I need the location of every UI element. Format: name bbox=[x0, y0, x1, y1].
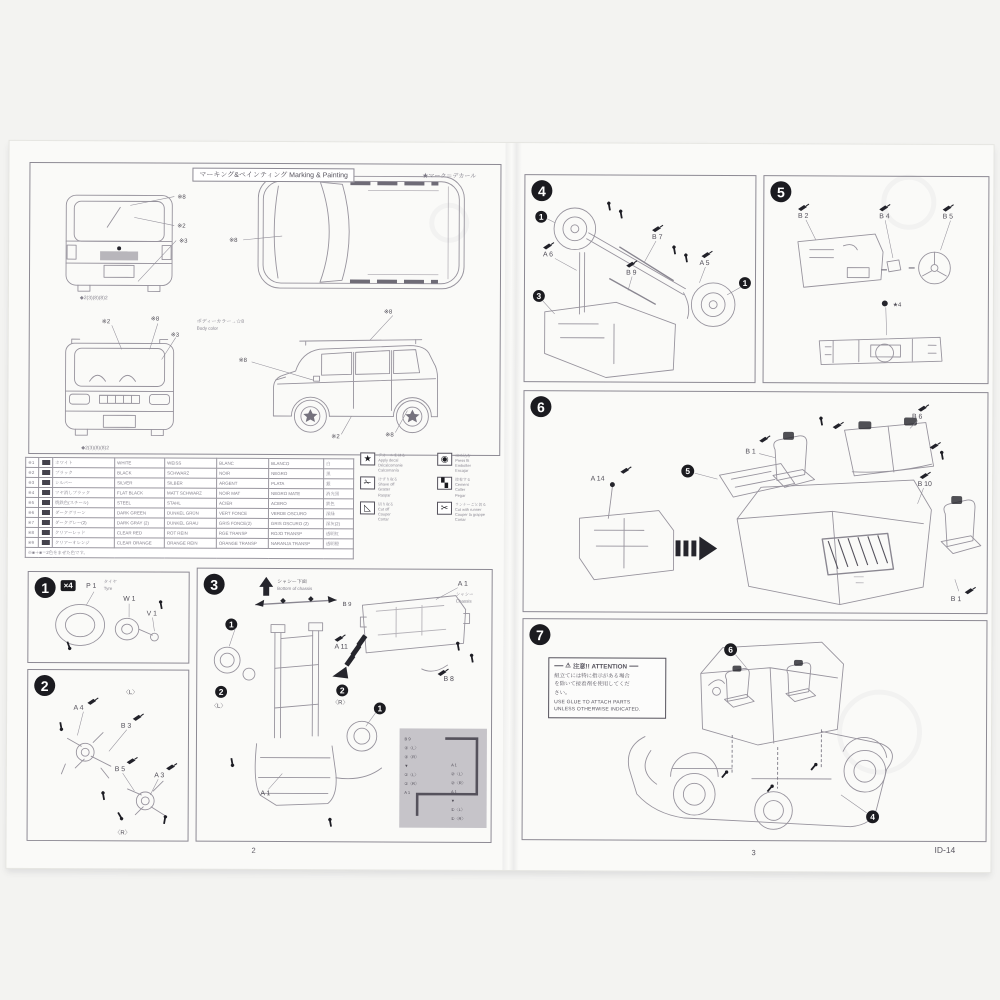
part-label: B 9 bbox=[626, 269, 637, 277]
cement-icon bbox=[833, 422, 844, 429]
cement-icon bbox=[798, 204, 809, 211]
part-label: B 9 bbox=[342, 602, 352, 609]
paint-callout: ※8 bbox=[229, 237, 238, 244]
cement-icon bbox=[543, 243, 554, 250]
table-footnote: ※■＋■＝2色をまぜた色です。 bbox=[25, 547, 353, 558]
assembly-arrow-icon bbox=[675, 536, 717, 560]
ref-4 bbox=[866, 810, 879, 823]
left-page-number: 2 bbox=[251, 845, 256, 855]
part-label: A 3 bbox=[154, 772, 165, 780]
table-row: ※7 ダークグレー(2) DARK GRAY (2) DUNKEL GRAU GRIS FONCE(2) GRIS OSCURO (2) 深灰(2) bbox=[25, 517, 353, 528]
step-4-number: 4 bbox=[531, 180, 552, 201]
screw-icon bbox=[722, 770, 728, 777]
part-label-jp: タイヤ bbox=[103, 579, 117, 585]
direction-note-en: Bottom of chassis bbox=[277, 585, 313, 592]
attention-en-line: USE GLUE TO ATTACH PARTS bbox=[554, 699, 631, 706]
screw-icon bbox=[116, 812, 125, 820]
symbol-legend bbox=[360, 452, 506, 522]
runner-icon: ✂ bbox=[437, 501, 452, 514]
attention-title: 注意!! ATTENTION bbox=[572, 663, 628, 671]
table-row: ※1 ホワイト WHITE WEISS BLANC BLANCO 白 bbox=[26, 457, 354, 468]
color-swatch bbox=[42, 500, 50, 505]
paint-callout: ※2 bbox=[331, 434, 340, 441]
table-row: ※2 ブラック BLACK SCHWARZ NOIR NEGRO 黒 bbox=[26, 467, 354, 478]
decal-mark-label: ★4 bbox=[892, 302, 902, 309]
step-6-panel bbox=[523, 390, 989, 614]
step-2-drawing bbox=[28, 670, 189, 841]
step-7-number: 7 bbox=[529, 624, 550, 645]
paint-callout: ※3 bbox=[179, 238, 188, 245]
paint-callout: ※8 bbox=[238, 357, 248, 364]
color-swatch bbox=[41, 520, 49, 525]
screw-icon bbox=[605, 201, 615, 210]
svg-text:B 9: B 9 bbox=[404, 736, 411, 742]
step-2-number: 2 bbox=[34, 675, 55, 696]
svg-text:▼: ▼ bbox=[450, 798, 455, 804]
decal-icon: ★ bbox=[360, 452, 375, 465]
part-label: B 4 bbox=[879, 213, 890, 221]
part-label-en: Tyre bbox=[103, 585, 113, 591]
color-swatch bbox=[42, 490, 50, 495]
cement-icon bbox=[943, 205, 954, 212]
color-swatch bbox=[42, 460, 50, 465]
cement-icon bbox=[334, 635, 345, 642]
marking-title-en: Marking & Painting bbox=[289, 172, 348, 180]
marking-painting-header bbox=[192, 168, 355, 183]
svg-text:②〈R〉: ②〈R〉 bbox=[450, 780, 466, 786]
part-label: B 1 bbox=[950, 596, 962, 604]
table-row: ※4 ツヤ消しブラック FLAT BLACK MATT SCHWARZ NOIR MAT NEGRO MATE 消光黒 bbox=[26, 487, 354, 498]
paint-color-table bbox=[25, 457, 354, 559]
svg-text:②〈L〉: ②〈L〉 bbox=[451, 771, 466, 777]
svg-text:1: 1 bbox=[538, 211, 544, 222]
warning-icon: ⚠ bbox=[565, 662, 571, 670]
screw-icon bbox=[811, 763, 817, 770]
cement-icon bbox=[879, 204, 890, 211]
part-label: A 6 bbox=[543, 251, 554, 259]
attention-jp-line: を除いて接着剤を使用してくだ bbox=[554, 681, 630, 688]
part-label-en: Chassis bbox=[455, 598, 472, 604]
step-7-panel bbox=[522, 618, 988, 842]
cement-icon bbox=[701, 251, 712, 258]
part-label: P 1 bbox=[86, 582, 97, 590]
quantity-badge: ×4 bbox=[61, 580, 76, 591]
marking-title-jp: マーキング&ペインティング bbox=[199, 171, 288, 180]
step-7-drawing bbox=[523, 619, 987, 841]
legend-item: ✁ けずり取る Shave off Gratter Raspar bbox=[360, 477, 429, 498]
color-swatch bbox=[41, 510, 49, 515]
step-6-number: 6 bbox=[530, 396, 551, 417]
part-label: A 11 bbox=[334, 643, 348, 651]
step-1-number: 1 bbox=[35, 577, 56, 598]
paint-callout: ※3 bbox=[170, 332, 180, 339]
attention-jp-line: さい。 bbox=[554, 689, 571, 697]
part-label: A 14 bbox=[590, 475, 605, 483]
svg-text:3: 3 bbox=[536, 290, 542, 301]
front-color-caption: ◆2(3)(8)(8)2 bbox=[81, 445, 110, 452]
svg-text:A 1: A 1 bbox=[404, 789, 411, 795]
step-3-drawing bbox=[197, 569, 492, 842]
part-label: B 2 bbox=[798, 212, 809, 220]
step-5-drawing bbox=[764, 176, 989, 383]
right-hand-label: 〈R〉 bbox=[114, 830, 131, 837]
part-label: B 5 bbox=[114, 766, 126, 774]
part-label: A 1 bbox=[457, 580, 468, 588]
part-label: W 1 bbox=[123, 595, 136, 603]
ref-1 bbox=[535, 211, 547, 223]
svg-text:2: 2 bbox=[339, 685, 345, 696]
paint-callout: ※2 bbox=[177, 223, 186, 230]
sheet-id: ID-14 bbox=[934, 844, 956, 855]
table-footnote-row bbox=[25, 547, 353, 558]
part-label-jp: シャシー bbox=[455, 591, 474, 597]
screw-icon bbox=[670, 245, 680, 254]
cement-icon bbox=[965, 587, 976, 594]
direction-note-jp: シャシー下面 bbox=[277, 579, 307, 586]
legend-item: ✂ ランナーごと切る Cut with runner Couper la grappe Cortar bbox=[437, 501, 506, 522]
svg-text:4: 4 bbox=[870, 811, 875, 822]
part-label: B 8 bbox=[443, 675, 454, 683]
part-label: A 4 bbox=[73, 704, 84, 712]
marking-painting-panel bbox=[28, 162, 501, 456]
svg-text:①〈R〉: ①〈R〉 bbox=[450, 815, 466, 822]
part-label: B 6 bbox=[911, 413, 923, 421]
svg-text:②〈R〉: ②〈R〉 bbox=[404, 754, 420, 760]
table-row: ※9 クリアーオレンジ CLEAR ORANGE ORANGE REIN ORANGE TRANSP NARANJA TRANSP 透明橙 bbox=[25, 537, 353, 548]
svg-text:①〈L〉: ①〈L〉 bbox=[404, 772, 419, 778]
ref-6 bbox=[724, 643, 737, 656]
screw-icon bbox=[467, 653, 477, 662]
attention-jp-line: 組立てには特に指示がある場合 bbox=[554, 673, 630, 680]
screw-icon bbox=[99, 791, 109, 800]
cement-icon bbox=[652, 225, 663, 232]
svg-text:②〈L〉: ②〈L〉 bbox=[404, 745, 419, 751]
part-label: B 1 bbox=[745, 448, 756, 456]
legend-item: ★ デカールをはる Apply decal Décalcomanie Calcomanía bbox=[360, 452, 429, 473]
floor-mat-hatch bbox=[822, 533, 894, 575]
screw-icon bbox=[817, 416, 827, 425]
step-2-panel bbox=[27, 669, 190, 842]
svg-text:①〈L〉: ①〈L〉 bbox=[450, 807, 465, 813]
screw-icon bbox=[616, 209, 626, 218]
paint-callout: ※8 bbox=[383, 309, 393, 316]
part-label: B 5 bbox=[942, 213, 954, 221]
step-1-panel bbox=[27, 571, 189, 664]
step-5-panel bbox=[763, 175, 990, 384]
left-hand-label: 〈L〉 bbox=[122, 690, 139, 697]
cement-icon bbox=[133, 714, 144, 721]
marking-painting-drawing bbox=[29, 163, 500, 455]
table-row: ※5 焼鉄色(スチール) STEEL STAHL ACIER ACERO 鉄色 bbox=[25, 497, 353, 508]
paint-callout: ※8 bbox=[150, 316, 160, 323]
legend-item: ◺ 切り取る Cut off Couper Cortar bbox=[360, 501, 429, 522]
svg-text:1: 1 bbox=[377, 703, 383, 714]
rear-color-caption: ◆2(3)(8)(8)2 bbox=[79, 295, 108, 302]
color-swatch bbox=[41, 540, 49, 545]
cement-icon bbox=[620, 467, 631, 474]
instruction-sheet bbox=[6, 141, 993, 872]
table-row: ※3 シルバー SILVER SILBER ARGENT PLATA 銀 bbox=[26, 477, 354, 488]
table-row: ※6 ダークグリーン DARK GREEN DUNKEL GRÜN VERT FONCE VERDE OSCURO 深緑 bbox=[25, 507, 353, 518]
assembly-order-inset bbox=[399, 728, 487, 828]
part-label: A 5 bbox=[699, 260, 710, 268]
screw-icon bbox=[56, 722, 66, 731]
step-5-number: 5 bbox=[770, 181, 791, 202]
cement-icon bbox=[930, 442, 941, 449]
cement-icon bbox=[127, 757, 138, 764]
shave-icon: ✁ bbox=[360, 477, 375, 490]
screw-icon bbox=[326, 817, 336, 826]
color-swatch bbox=[42, 470, 50, 475]
left-hand-label: 〈L〉 bbox=[211, 703, 227, 710]
color-swatch bbox=[42, 480, 50, 485]
ref-2-right bbox=[336, 684, 348, 696]
cement-icon bbox=[759, 436, 770, 443]
screw-icon bbox=[453, 641, 463, 650]
ref-5 bbox=[681, 465, 694, 478]
legend-item: ◉ はめ込む Press fit Emboîter Encajar bbox=[437, 453, 506, 474]
part-label: V 1 bbox=[146, 610, 157, 618]
cement-icon bbox=[166, 763, 177, 770]
decal-note: ★マーク＝デカール bbox=[422, 173, 477, 180]
part-label: A 1 bbox=[260, 790, 271, 798]
ref-1 bbox=[225, 618, 237, 630]
screw-icon bbox=[156, 600, 165, 609]
cement-icon bbox=[918, 405, 929, 412]
cement-icon bbox=[87, 698, 98, 705]
right-page-number: 3 bbox=[751, 848, 756, 858]
svg-text:1: 1 bbox=[742, 277, 748, 289]
right-hand-label: 〈R〉 bbox=[332, 700, 349, 707]
svg-text:▼: ▼ bbox=[404, 763, 409, 769]
legend-item: ▚ 接着する Cement Coller Pegar bbox=[437, 477, 506, 498]
step-3-number: 3 bbox=[204, 574, 225, 595]
cut-icon: ◺ bbox=[360, 501, 375, 514]
ref-2-left bbox=[215, 686, 227, 698]
paint-callout: ※8 bbox=[177, 194, 186, 201]
svg-text:①〈R〉: ①〈R〉 bbox=[404, 781, 420, 787]
part-label: B 3 bbox=[120, 722, 132, 730]
up-arrow-icon bbox=[259, 577, 273, 596]
screw-icon bbox=[682, 253, 692, 262]
svg-text:1: 1 bbox=[228, 619, 234, 630]
screw-icon bbox=[161, 815, 170, 824]
svg-text:6: 6 bbox=[728, 644, 733, 655]
svg-text:5: 5 bbox=[685, 466, 691, 477]
body-color-note-en: Body color bbox=[196, 325, 219, 331]
paint-callout: ※2 bbox=[101, 319, 111, 326]
fit-icon: ◉ bbox=[437, 453, 452, 466]
cement-icon: ▚ bbox=[437, 477, 452, 490]
table-row: ※8 クリアーレッド CLEAR RED ROT REIN RGE TRANSP ROJO TRANSP 透明紅 bbox=[25, 527, 353, 538]
svg-text:2: 2 bbox=[218, 686, 224, 697]
color-swatch bbox=[41, 530, 49, 535]
paint-callout: ※8 bbox=[385, 432, 394, 439]
cement-icon bbox=[920, 472, 931, 479]
body-color-note-jp: ボディーカラー→☆8 bbox=[196, 318, 245, 325]
attention-en-line: UNLESS OTHERWISE INDICATED. bbox=[554, 706, 641, 713]
screw-icon bbox=[937, 450, 947, 459]
part-label: B 7 bbox=[652, 234, 663, 242]
step-4-panel bbox=[524, 174, 757, 383]
step-4-drawing bbox=[525, 175, 756, 382]
svg-text:A 1: A 1 bbox=[450, 789, 457, 795]
screw-icon bbox=[767, 784, 773, 791]
step-3-panel bbox=[196, 568, 493, 843]
svg-text:A 1: A 1 bbox=[451, 762, 457, 768]
screw-icon bbox=[227, 758, 237, 767]
ref-3 bbox=[533, 290, 545, 302]
step-6-drawing bbox=[524, 391, 988, 613]
part-label: B 10 bbox=[917, 480, 932, 489]
